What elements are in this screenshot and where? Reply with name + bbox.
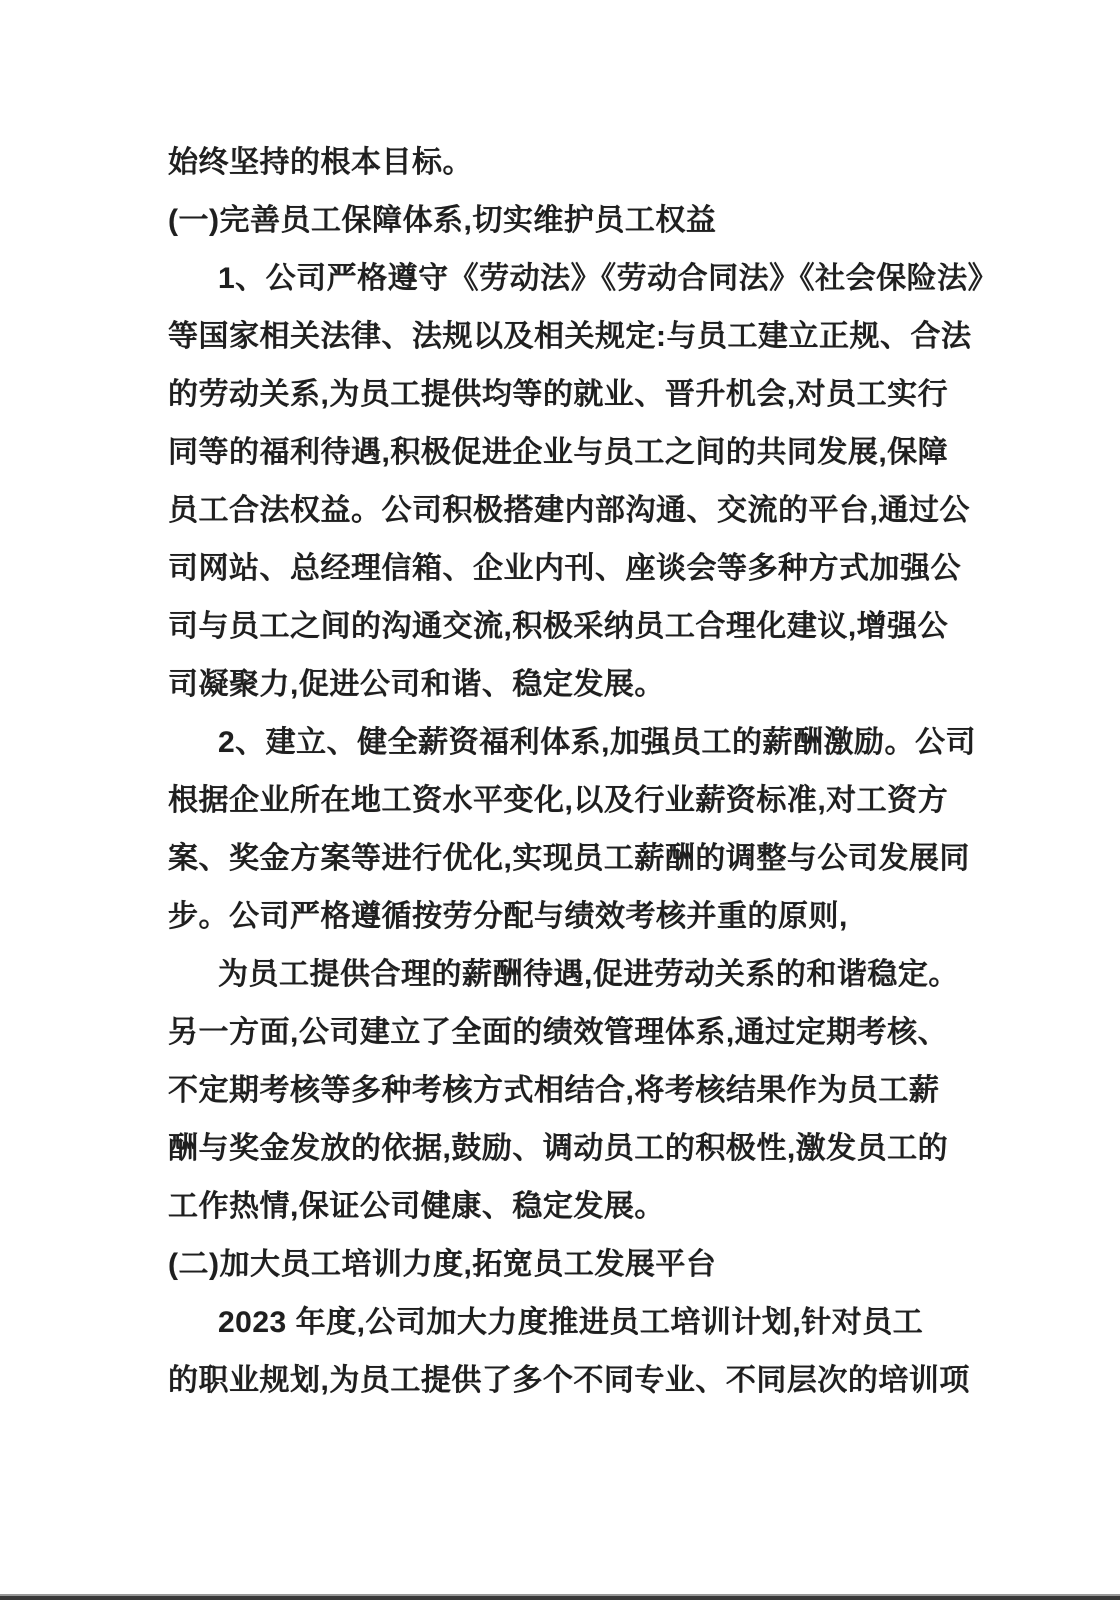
text-line: 酬与奖金发放的依据,鼓励、调动员工的积极性,激发员工的	[168, 1132, 949, 1165]
text-line: (二)加大员工培训力度,拓宽员工发展平台	[168, 1248, 717, 1281]
text-line: 工作热情,保证公司健康、稳定发展。	[168, 1190, 665, 1223]
text-line: 的劳动关系,为员工提供均等的就业、晋升机会,对员工实行	[168, 378, 949, 411]
text-line: 等国家相关法律、法规以及相关规定:与员工建立正规、合法	[168, 320, 972, 353]
text-line: 步。公司严格遵循按劳分配与绩效考核并重的原则,	[168, 900, 848, 933]
text-line: 2023 年度,公司加大力度推进员工培训计划,针对员工	[218, 1306, 924, 1339]
text-line: 始终坚持的根本目标。	[168, 146, 473, 179]
text-line: 同等的福利待遇,积极促进企业与员工之间的共同发展,保障	[168, 436, 949, 469]
text-line: 1、公司严格遵守《劳动法》《劳动合同法》《社会保险法》	[218, 262, 999, 295]
text-line: 司与员工之间的沟通交流,积极采纳员工合理化建议,增强公	[168, 610, 949, 643]
page-bottom-edge	[0, 1594, 1120, 1600]
text-line: 不定期考核等多种考核方式相结合,将考核结果作为员工薪	[168, 1074, 940, 1107]
text-line: 员工合法权益。公司积极搭建内部沟通、交流的平台,通过公	[168, 494, 970, 527]
text-line: 案、奖金方案等进行优化,实现员工薪酬的调整与公司发展同	[168, 842, 970, 875]
text-line: 司凝聚力,促进公司和谐、稳定发展。	[168, 668, 665, 701]
text-line: 根据企业所在地工资水平变化,以及行业薪资标准,对工资方	[168, 784, 949, 817]
text-line: 另一方面,公司建立了全面的绩效管理体系,通过定期考核、	[168, 1016, 949, 1049]
text-line: 2、建立、健全薪资福利体系,加强员工的薪酬激励。公司	[218, 726, 977, 759]
text-line: (一)完善员工保障体系,切实维护员工权益	[168, 204, 717, 237]
text-line: 的职业规划,为员工提供了多个不同专业、不同层次的培训项	[168, 1364, 970, 1397]
text-line: 司网站、总经理信箱、企业内刊、座谈会等多种方式加强公	[168, 552, 961, 585]
document-text-block	[168, 134, 999, 1410]
text-line: 为员工提供合理的薪酬待遇,促进劳动关系的和谐稳定。	[218, 958, 959, 991]
